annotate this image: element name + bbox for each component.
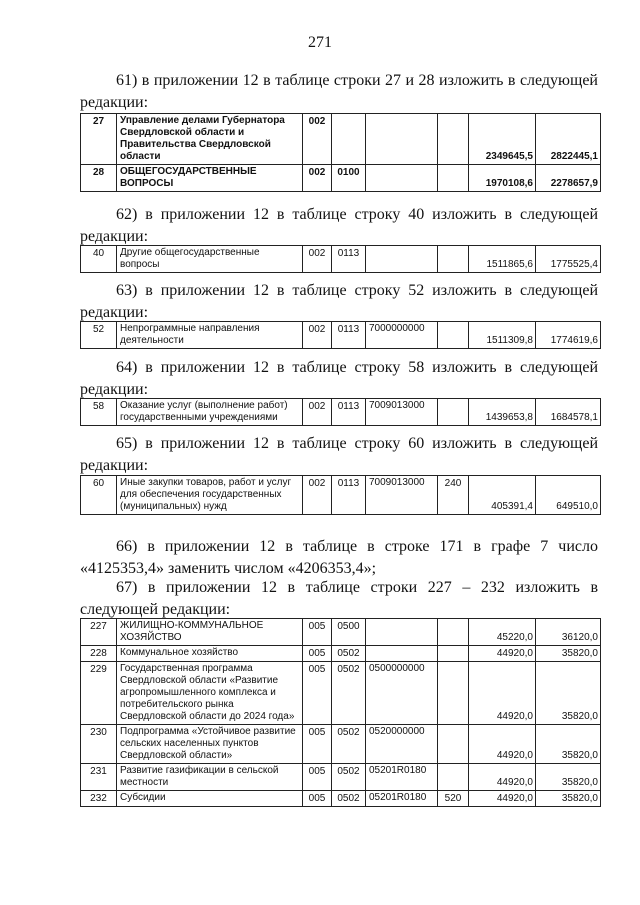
code-section: 0113: [332, 399, 366, 426]
row-name: Субсидии: [117, 791, 303, 807]
row-name: ЖИЛИЩНО-КОММУНАЛЬНОЕ ХОЗЯЙСТВО: [117, 619, 303, 646]
code-section: 0502: [332, 646, 366, 662]
code-section: 0502: [332, 791, 366, 807]
table-63: [80, 321, 601, 349]
table-65: [80, 475, 601, 515]
row-number: 60: [81, 476, 117, 515]
paragraph-67: 67) в приложении 12 в таблице строки 227 – 232 изложить в следующей редакции:: [80, 579, 598, 618]
code-ministry: 002: [303, 476, 332, 515]
value-2022: 2278657,9: [536, 165, 601, 192]
row-name: Управление делами Губернатора Свердловской области и Правительства Свердловской области: [117, 114, 303, 165]
code-expense: 240: [438, 476, 469, 515]
value-2022: 1684578,1: [536, 399, 601, 426]
table-row: [81, 322, 601, 349]
code-expense: [438, 246, 469, 273]
code-expense: [438, 646, 469, 662]
table-64: [80, 398, 601, 426]
code-target: 7000000000: [366, 322, 438, 349]
code-section: 0500: [332, 619, 366, 646]
table-row: [81, 725, 601, 764]
code-ministry: 005: [303, 619, 332, 646]
row-name: Иные закупки товаров, работ и услуг для обеспечения государственных (муниципальных) нужд: [117, 476, 303, 515]
table-row: [81, 476, 601, 515]
row-number: 28: [81, 165, 117, 192]
code-expense: [438, 764, 469, 791]
table-row: [81, 662, 601, 725]
code-expense: 520: [438, 791, 469, 807]
row-number: 229: [81, 662, 117, 725]
code-target: 0520000000: [366, 725, 438, 764]
code-expense: [438, 165, 469, 192]
table-61: [80, 113, 601, 192]
value-2022: 649510,0: [536, 476, 601, 515]
code-target: [366, 165, 438, 192]
code-section: 0502: [332, 725, 366, 764]
code-section: 0100: [332, 165, 366, 192]
code-ministry: 005: [303, 764, 332, 791]
code-ministry: 002: [303, 165, 332, 192]
value-2021: 44920,0: [469, 662, 536, 725]
table-row: [81, 791, 601, 807]
code-section: 0502: [332, 764, 366, 791]
table-row: [81, 114, 601, 165]
code-expense: [438, 399, 469, 426]
value-2022: 1775525,4: [536, 246, 601, 273]
value-2022: 36120,0: [536, 619, 601, 646]
paragraph-61: 61) в приложении 12 в таблице строки 27 и 28 изложить в следующей редакции:: [80, 72, 598, 111]
value-2021: 1439653,8: [469, 399, 536, 426]
value-2021: 45220,0: [469, 619, 536, 646]
row-number: 227: [81, 619, 117, 646]
code-target: 05201R0180: [366, 764, 438, 791]
value-2022: 35820,0: [536, 662, 601, 725]
paragraph-65: 65) в приложении 12 в таблице строку 60 изложить в следующей редакции:: [80, 435, 598, 474]
table-62: [80, 245, 601, 273]
code-ministry: 002: [303, 114, 332, 165]
code-section: 0113: [332, 322, 366, 349]
row-name: Государственная программа Свердловской области «Развитие агропромышленного комплекса и потребительского рынка Свердловской области до 2024 года»: [117, 662, 303, 725]
row-name: Оказание услуг (выполнение работ) государственными учреждениями: [117, 399, 303, 426]
code-expense: [438, 662, 469, 725]
value-2021: 405391,4: [469, 476, 536, 515]
row-number: 58: [81, 399, 117, 426]
code-expense: [438, 322, 469, 349]
value-2021: 44920,0: [469, 646, 536, 662]
code-section: 0502: [332, 662, 366, 725]
row-name: Другие общегосударственные вопросы: [117, 246, 303, 273]
paragraph-63: 63) в приложении 12 в таблице строку 52 изложить в следующей редакции:: [80, 282, 598, 321]
table-row: [81, 399, 601, 426]
value-2021: 1511309,8: [469, 322, 536, 349]
value-2021: 44920,0: [469, 764, 536, 791]
value-2021: 1970108,6: [469, 165, 536, 192]
code-target: 0500000000: [366, 662, 438, 725]
code-expense: [438, 114, 469, 165]
row-number: 231: [81, 764, 117, 791]
code-section: 0113: [332, 476, 366, 515]
code-target: [366, 246, 438, 273]
value-2022: 35820,0: [536, 646, 601, 662]
row-number: 40: [81, 246, 117, 273]
code-target: 05201R0180: [366, 791, 438, 807]
table-row: [81, 246, 601, 273]
row-number: 232: [81, 791, 117, 807]
row-name: ОБЩЕГОСУДАРСТВЕННЫЕ ВОПРОСЫ: [117, 165, 303, 192]
paragraph-62: 62) в приложении 12 в таблице строку 40 изложить в следующей редакции:: [80, 206, 598, 245]
row-number: 27: [81, 114, 117, 165]
row-number: 228: [81, 646, 117, 662]
code-ministry: 005: [303, 646, 332, 662]
value-2021: 1511865,6: [469, 246, 536, 273]
code-target: 7009013000: [366, 476, 438, 515]
value-2021: 44920,0: [469, 725, 536, 764]
code-ministry: 002: [303, 399, 332, 426]
value-2022: 35820,0: [536, 725, 601, 764]
row-name: Развитие газификации в сельской местности: [117, 764, 303, 791]
table-row: [81, 619, 601, 646]
code-target: [366, 619, 438, 646]
value-2022: 2822445,1: [536, 114, 601, 165]
code-target: [366, 114, 438, 165]
row-name: Непрограммные направления деятельности: [117, 322, 303, 349]
code-ministry: 005: [303, 791, 332, 807]
code-target: [366, 646, 438, 662]
code-ministry: 002: [303, 246, 332, 273]
row-name: Подпрограмма «Устойчивое развитие сельских населенных пунктов Свердловской области»: [117, 725, 303, 764]
code-section: 0113: [332, 246, 366, 273]
row-number: 52: [81, 322, 117, 349]
row-number: 230: [81, 725, 117, 764]
table-row: [81, 165, 601, 192]
table-row: [81, 764, 601, 791]
code-target: 7009013000: [366, 399, 438, 426]
value-2021: 44920,0: [469, 791, 536, 807]
code-expense: [438, 725, 469, 764]
table-67: [80, 618, 601, 807]
value-2021: 2349645,5: [469, 114, 536, 165]
code-ministry: 005: [303, 662, 332, 725]
table-row: [81, 646, 601, 662]
value-2022: 35820,0: [536, 764, 601, 791]
value-2022: 1774619,6: [536, 322, 601, 349]
code-expense: [438, 619, 469, 646]
code-ministry: 002: [303, 322, 332, 349]
row-name: Коммунальное хозяйство: [117, 646, 303, 662]
paragraph-66: 66) в приложении 12 в таблице в строке 171 в графе 7 число «4125353,4» заменить числом «4206353,4»;: [80, 538, 598, 577]
page-number: 271: [308, 34, 332, 51]
code-ministry: 005: [303, 725, 332, 764]
value-2022: 35820,0: [536, 791, 601, 807]
code-section: [332, 114, 366, 165]
paragraph-64: 64) в приложении 12 в таблице строку 58 изложить в следующей редакции:: [80, 359, 598, 398]
